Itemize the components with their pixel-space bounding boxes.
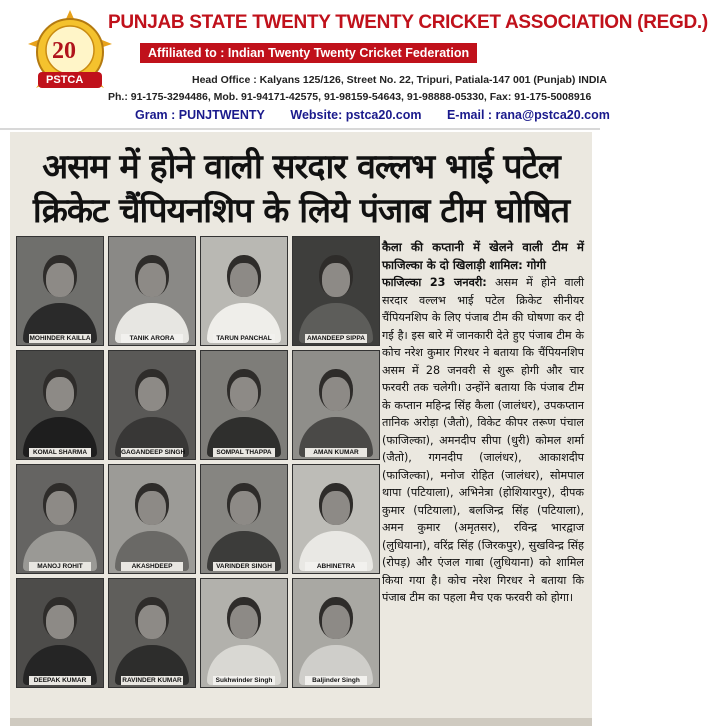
player-photo: [16, 578, 104, 688]
headline-line-2: क्रिकेट चैंपियनशिप के लिये पंजाब टीम घोषित: [32, 191, 570, 231]
headline-line-1: असम में होने वाली सरदार वल्लभ भाई पटेल: [42, 147, 560, 187]
article-dateline: फाजिल्का 23 जनवरी:: [382, 276, 487, 289]
clipping-bottom-edge: [10, 718, 592, 726]
article-body: असम में होने वाली सरदार वल्लभ भाई पटेल क्रिकेट सीनीयर चैंपियनशिप के लिए पंजाब टीम की घोषणा कर दी गई है। इस बारे में जानकारी देते हुए पंजाब टीम के कोच नरेश कुमार गिरधर ने बताया कि चैंपियनशिप असम में 28 जनवरी से शुरू होगी और चार फरवरी तक चलेगी। उन्होंने बताया कि पंजाब टीम के कप्तान महिन्द्र सिंह कैला (जालंधर), उपकप्तान तानिक अरोड़ा (जैतो), विकेट कीपर तरूण पंचाल (फाजिल्का), अमनदीप सीपा (धुरी) कोमल शर्मा (जैतो), गगनदीप (जालंधर), आकाशदीप (फाजिल्का), मनोज रोहित (जालंधर), सोमपाल थापा (पटियाला), अभिनेत्रा (होशियारपुर), दीपक कुमार (पटियाला), बलजिन्द्र सिंह (पटियाला), अमन कुमार (अमृतसर), रविन्द्र भारद्वाज (लुधियाना), वरिंद्र सिंह (जिरकपुर), सुखविन्द्र सिंह (रोपड़) और एंजल गाबा (लुधियाना) को शामिल किया गया है। कोच नरेश गिरधर ने बताया कि पंजाब टीम का पहला मैच एक फरवरी को होगा।: [382, 276, 585, 604]
logo-text: PSTCA: [46, 74, 84, 86]
player-caption: AMAN KUMAR: [305, 448, 367, 457]
player-photo: [200, 464, 288, 574]
player-caption: MOHINDER KAILLA: [29, 335, 91, 342]
player-photo: [292, 578, 380, 688]
player-photo: [200, 350, 288, 460]
player-photo: [108, 578, 196, 688]
player-caption: VARINDER SINGH: [213, 562, 275, 571]
player-caption: MANOJ ROHIT: [29, 562, 91, 571]
letterhead: [0, 0, 708, 130]
player-photo: [292, 350, 380, 460]
article-lead: कैला की कप्तानी में खेलने वाली टीम में फाजिल्का के दो खिलाड़ी शामिल: गोगी: [382, 240, 584, 272]
player-caption: KOMAL SHARMA: [29, 448, 91, 457]
player-photo: [292, 236, 380, 346]
player-photo: [16, 236, 104, 346]
head-office-address: Head Office : Kalyans 125/126, Street No. 22, Tripuri, Patiala-147 001 (Punjab) INDIA: [192, 74, 607, 86]
phone-numbers: Ph.: 91-175-3294486, Mob. 91-94171-42575, 91-98159-54643, 91-98888-05330, Fax: 91-175-5008916: [108, 91, 592, 103]
player-photo: [200, 236, 288, 346]
player-photo: [108, 236, 196, 346]
player-photo: [108, 350, 196, 460]
letterhead-divider: [0, 128, 600, 130]
gram-address: Gram : PUNJTWENTY: [135, 108, 265, 122]
contact-line: [135, 108, 632, 122]
player-caption: Sukhwinder Singh: [213, 676, 275, 685]
player-caption: TANIK ARORA: [121, 334, 183, 343]
player-caption: TARUN PANCHAL: [213, 334, 275, 343]
player-photo: [200, 578, 288, 688]
player-caption: AMANDEEP SIPPA: [305, 334, 367, 343]
organization-name: PUNJAB STATE TWENTY TWENTY CRICKET ASSOCIATION (REGD.): [108, 12, 708, 33]
logo-number: 20: [52, 38, 76, 64]
newspaper-clipping: [10, 132, 592, 726]
player-caption: SOMPAL THAPPA: [213, 448, 275, 457]
player-caption: ABHINETRA: [305, 562, 367, 571]
player-photo: [108, 464, 196, 574]
player-photo: [16, 350, 104, 460]
player-caption: AKASHDEEP: [121, 562, 183, 571]
article-text: [382, 238, 584, 607]
player-caption: RAVINDER KUMAR: [122, 677, 182, 684]
player-photo: [292, 464, 380, 574]
player-caption: DEEPAK KUMAR: [29, 676, 91, 685]
article-paragraph: [382, 274, 584, 607]
email-link[interactable]: E-mail : rana@pstca20.com: [446, 108, 610, 122]
affiliation-banner: Affiliated to : Indian Twenty Twenty Cricket Federation: [140, 43, 477, 63]
player-caption: GAGANDEEP SINGH: [121, 449, 186, 456]
player-photo: [16, 464, 104, 574]
player-caption: Baljinder Singh: [305, 676, 367, 685]
website-link[interactable]: Website: pstca20.com: [290, 108, 422, 122]
